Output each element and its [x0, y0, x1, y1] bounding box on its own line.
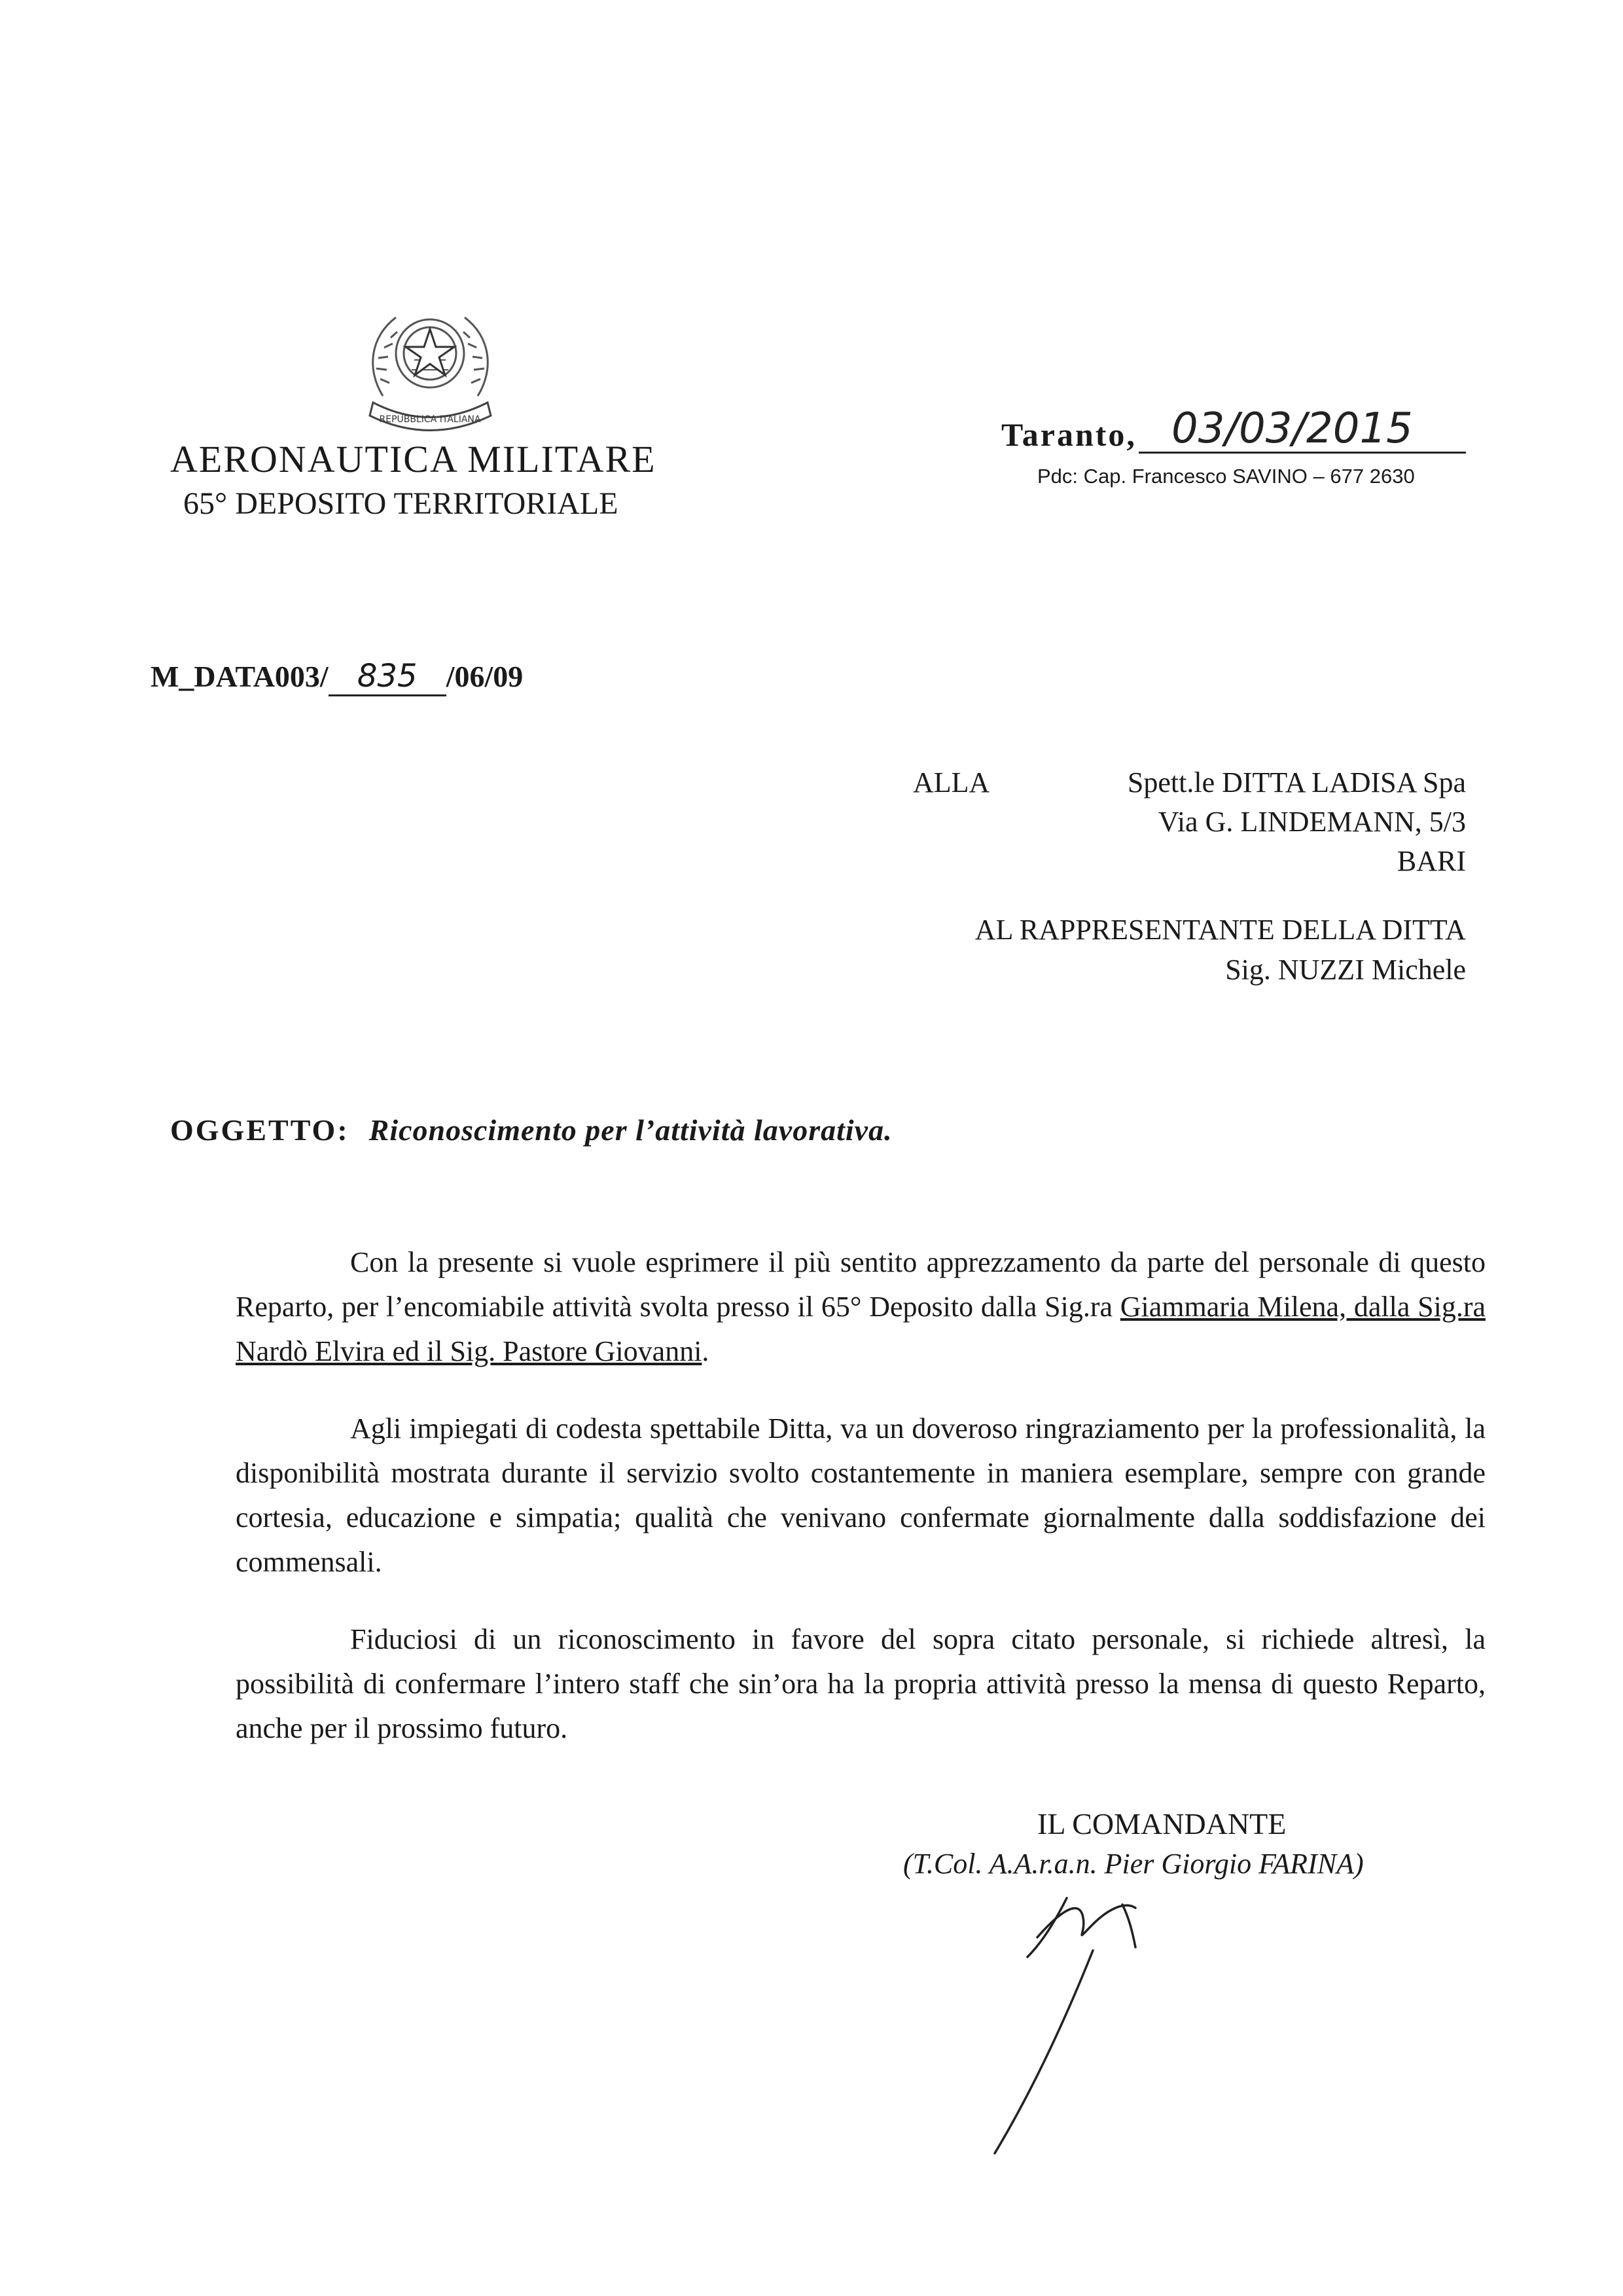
subject-label: OGGETTO:: [170, 1113, 349, 1147]
recipient-address: Via G. LINDEMANN, 5/3: [1158, 806, 1466, 838]
place-label: Taranto,: [1001, 416, 1137, 453]
protocol-prefix: M_DATA003/: [151, 660, 329, 693]
emblem-ribbon-text: REPUBBLICA ITALIANA: [379, 414, 481, 425]
organization-name: AERONAUTICA MILITARE: [170, 438, 656, 480]
signatory-title: IL COMANDANTE: [1037, 1807, 1287, 1840]
signatory-name: (T.Col. A.A.r.a.n. Pier Giorgio FARINA): [903, 1848, 1364, 1880]
body-paragraph-1: [236, 1240, 1486, 1374]
paragraph-1-text: Con la presente si vuole esprimere il più sentito apprezzamento da parte del personale di questo Reparto, per l’encomiabile attività svolta presso il 65° Deposito dalla Sig.ra: [236, 1246, 1486, 1323]
protocol-handwritten-number: 835: [329, 658, 446, 696]
paragraph-1-end: .: [702, 1335, 709, 1367]
body-paragraph-2: Agli impiegati di codesta spettabile Ditta, va un doveroso ringraziamento per la professionalità, la disponibilità mostrata durante il servizio svolto costantemente in maniera esemplare, sempre con grande cortesia, educazione e simpatia; qualità che venivano confermate giornalmente dalla soddisfazione dei commensali.: [236, 1412, 1486, 1578]
protocol-suffix: /06/09: [446, 660, 524, 693]
recipient-company: Spett.le DITTA LADISA Spa: [1127, 766, 1466, 798]
recipient-city: BARI: [1397, 845, 1466, 877]
body-paragraph-3: Fiduciosi di un riconoscimento in favore del sopra citato personale, si richiede altresì, la possibilità di confermare l’intero staff che sin’ora ha la propria attività presso la mensa di questo Reparto, anche per il prossimo futuro.: [236, 1623, 1486, 1744]
representative-title: AL RAPPRESENTANTE DELLA DITTA: [974, 914, 1466, 946]
subject-text: Riconoscimento per l’attività lavorativa.: [368, 1113, 893, 1147]
protocol-number: [151, 658, 523, 696]
letter-body: [236, 1240, 1486, 1784]
point-of-contact: Pdc: Cap. Francesco SAVINO – 677 2630: [1037, 465, 1415, 488]
handwritten-signature: [969, 1872, 1283, 2160]
recipient-label: ALLA: [913, 766, 990, 798]
unit-name: 65° DEPOSITO TERRITORIALE: [183, 486, 618, 521]
subject-line: [170, 1113, 893, 1147]
handwritten-date: 03/03/2015: [1171, 404, 1413, 453]
paragraph-1-names: Giammaria Milena, dalla Sig.ra Nardò Elvira ed il Sig. Pastore Giovanni: [236, 1291, 1486, 1367]
representative-name: Sig. NUZZI Michele: [1225, 954, 1466, 986]
italian-republic-emblem: [357, 298, 504, 439]
